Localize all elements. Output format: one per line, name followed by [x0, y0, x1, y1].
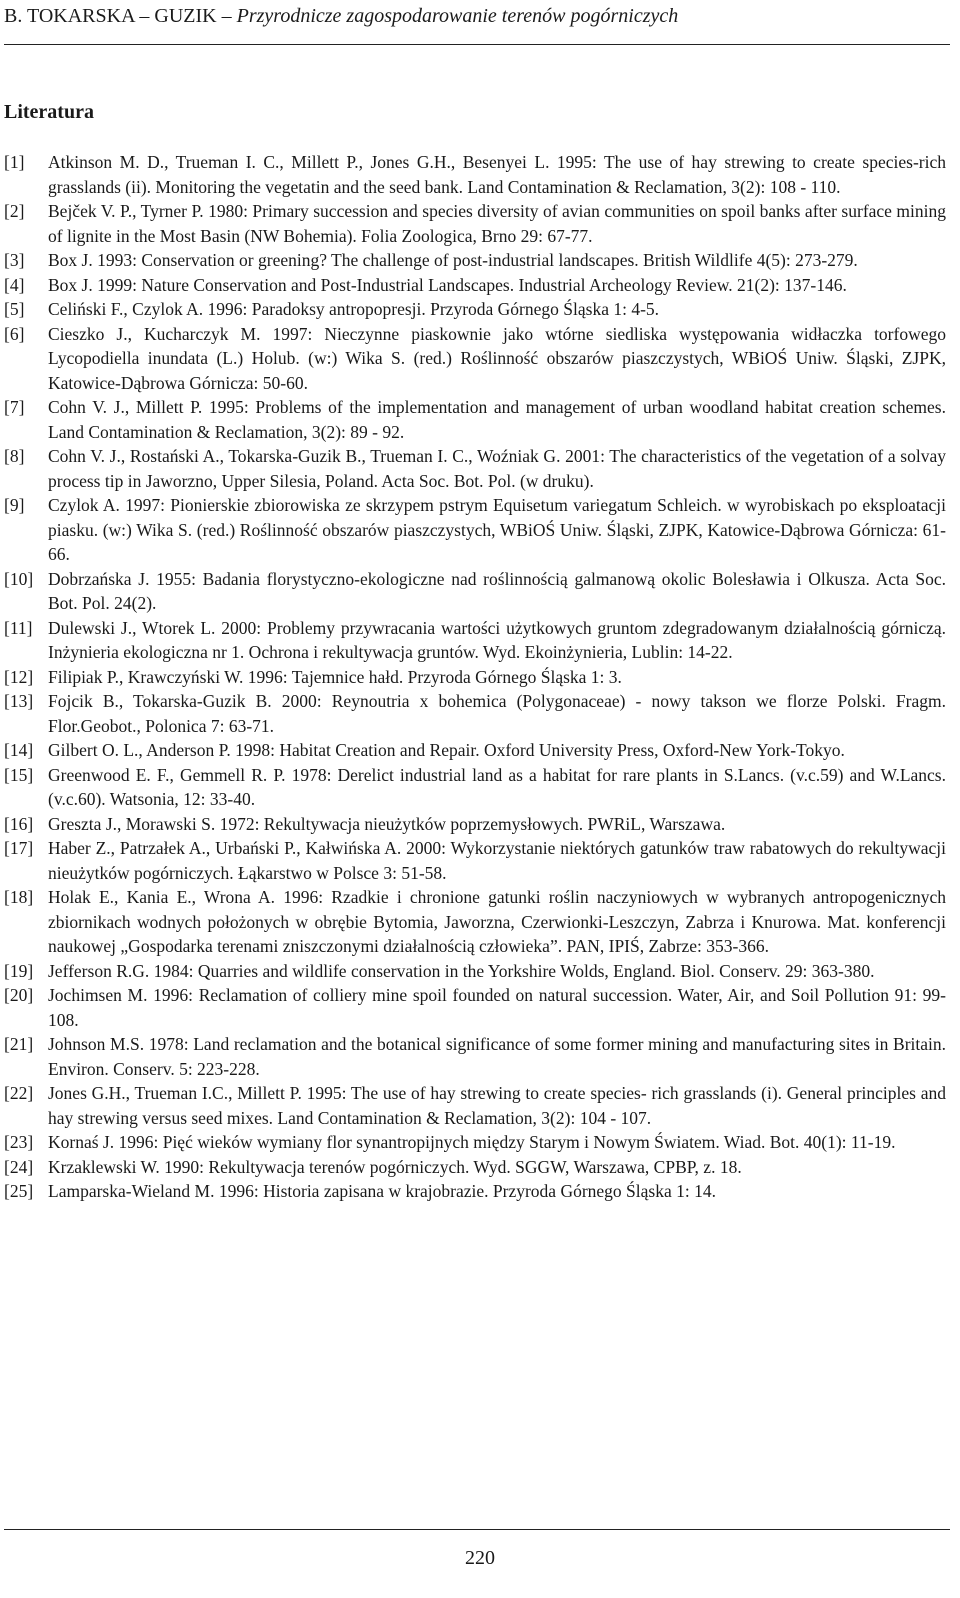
- reference-text: Jones G.H., Trueman I.C., Millett P. 1995: The use of hay strewing to create species- rich grasslands (i). General principles and hay strewing versus seed mixes. Land Contamination & Reclamation, 3(2): 104 - 107.: [48, 1083, 946, 1128]
- reference-item: [4, 395, 946, 444]
- reference-text: Atkinson M. D., Trueman I. C., Millett P., Jones G.H., Besenyei L. 1995: The use of hay strewing to create species-rich grasslands (ii). Monitoring the vegetatin and the seed bank. Land Contamination & Reclamation, 3(2): 108 - 110.: [48, 152, 946, 197]
- reference-number: [13]: [4, 691, 34, 711]
- reference-list: [4, 150, 946, 1204]
- reference-number: [12]: [4, 666, 34, 687]
- reference-text: Jefferson R.G. 1984: Quarries and wildlife conservation in the Yorkshire Wolds, England. Biol. Conserv. 29: 363-380.: [48, 960, 875, 981]
- reference-item: [4, 836, 946, 885]
- reference-text: Celiński F., Czylok A. 1996: Paradoksy antropopresji. Przyroda Górnego Śląska 1: 4-5.: [48, 299, 660, 319]
- reference-text: Fojcik B., Tokarska-Guzik B. 2000: Reynoutria x bohemica (Polygonaceae) - nowy takson we florze Polski. Fragm. Flor.Geobot., Polonica 7: 63-71.: [48, 691, 946, 736]
- reference-item: [4, 665, 946, 690]
- reference-text: Gilbert O. L., Anderson P. 1998: Habitat Creation and Repair. Oxford University Press, Oxford-New York-Tokyo.: [48, 740, 845, 760]
- reference-text: Greszta J., Morawski S. 1972: Rekultywacja nieużytków poprzemysłowych. PWRiL, Warszawa.: [48, 813, 726, 834]
- header-authors: B. TOKARSKA – GUZIK –: [4, 5, 232, 27]
- reference-item: [4, 959, 946, 984]
- reference-number: [15]: [4, 764, 34, 785]
- reference-number: [25]: [4, 1181, 34, 1201]
- page-number: 220: [465, 1547, 495, 1569]
- reference-text: Greenwood E. F., Gemmell R. P. 1978: Derelict industrial land as a habitat for rare plants in S.Lancs. (v.c.59) and W.Lancs. (v.c.60). Watsonia, 12: 33-40.: [48, 764, 946, 809]
- reference-item: [4, 567, 946, 616]
- reference-item: [4, 1081, 946, 1130]
- reference-text: Box J. 1999: Nature Conservation and Post-Industrial Landscapes. Industrial Archeology Review. 21(2): 137-146.: [48, 274, 847, 295]
- reference-text: Holak E., Kania E., Wrona A. 1996: Rzadkie i chronione gatunki roślin naczyniowych w wybranych antropogenicznych zbiornikach wodnych położonych w obrębie Bytomia, Jaworzna, Czerwionki-Leszczyn, Zabrza i Knurowa. Mat. konferencji naukowej „Gospodarka terenami zniszczonymi działalnością człowieka”. PAN, IPIŚ, Zabrze: 353-366.: [48, 887, 946, 956]
- reference-text: Jochimsen M. 1996: Reclamation of colliery mine spoil founded on natural succession. Water, Air, and Soil Pollution 91: 99-108.: [48, 985, 946, 1030]
- running-header: [4, 4, 954, 28]
- header-divider: [4, 44, 950, 45]
- header-subtitle: Przyrodnicze zagospodarowanie terenów pogórniczych: [236, 5, 679, 27]
- reference-number: [7]: [4, 397, 25, 417]
- reference-number: [20]: [4, 985, 34, 1005]
- reference-number: [3]: [4, 250, 25, 270]
- reference-number: [11]: [4, 617, 33, 638]
- reference-text: Lamparska-Wieland M. 1996: Historia zapisana w krajobrazie. Przyroda Górnego Śląska 1: 14.: [48, 1181, 716, 1201]
- reference-number: [23]: [4, 1132, 34, 1152]
- reference-text: Dulewski J., Wtorek L. 2000: Problemy przywracania wartości użytkowych gruntom zdegradowanym działalnością górniczą. Inżynieria ekologiczna nr 1. Ochrona i rekultywacja gruntów. Wyd. Ekoinżynieria, Lublin: 14-22.: [48, 617, 946, 662]
- reference-text: Dobrzańska J. 1955: Badania florystyczno-ekologiczne nad roślinnością galmanową okolic Bolesławia i Olkusza. Acta Soc. Bot. Pol. 24(2).: [48, 568, 946, 613]
- reference-item: [4, 150, 946, 199]
- reference-item: [4, 322, 946, 396]
- reference-number: [8]: [4, 446, 25, 466]
- reference-number: [9]: [4, 495, 25, 515]
- reference-item: [4, 248, 946, 273]
- reference-number: [1]: [4, 152, 25, 172]
- reference-number: [19]: [4, 960, 34, 981]
- reference-item: [4, 199, 946, 248]
- reference-number: [4]: [4, 274, 25, 295]
- reference-text: Cohn V. J., Millett P. 1995: Problems of the implementation and management of urban woodland habitat creation schemes. Land Contamination & Reclamation, 3(2): 89 - 92.: [48, 397, 946, 442]
- reference-number: [14]: [4, 740, 34, 760]
- footer-divider: [4, 1529, 950, 1530]
- reference-item: [4, 983, 946, 1032]
- reference-item: [4, 1155, 946, 1180]
- reference-text: Kornaś J. 1996: Pięć wieków wymiany flor synantropijnych między Starym i Nowym Światem. Wiad. Bot. 40(1): 11-19.: [48, 1132, 896, 1152]
- reference-item: [4, 763, 946, 812]
- reference-text: Bejček V. P., Tyrner P. 1980: Primary succession and species diversity of avian communities on spoil banks after surface mining of lignite in the Most Basin (NW Bohemia). Folia Zoologica, Brno 29: 67-77.: [48, 201, 946, 246]
- reference-item: [4, 812, 946, 837]
- reference-item: [4, 1130, 946, 1155]
- reference-number: [21]: [4, 1034, 34, 1054]
- reference-item: [4, 689, 946, 738]
- reference-text: Johnson M.S. 1978: Land reclamation and the botanical significance of some former mining and manufacturing sites in Britain. Environ. Conserv. 5: 223-228.: [48, 1034, 946, 1079]
- reference-number: [17]: [4, 838, 34, 858]
- reference-text: Krzaklewski W. 1990: Rekultywacja terenów pogórniczych. Wyd. SGGW, Warszawa, CPBP, z. 18.: [48, 1156, 742, 1177]
- reference-item: [4, 444, 946, 493]
- reference-number: [16]: [4, 813, 34, 834]
- reference-number: [24]: [4, 1156, 34, 1177]
- section-title: Literatura: [4, 101, 94, 123]
- reference-item: [4, 885, 946, 959]
- reference-text: Haber Z., Patrzałek A., Urbański P., Kałwińska A. 2000: Wykorzystanie niektórych gatunków traw rabatowych do rekultywacji nieużytków pogórniczych. Łąkarstwo w Polsce 3: 51-58.: [48, 838, 946, 883]
- reference-item: [4, 273, 946, 298]
- reference-item: [4, 493, 946, 567]
- reference-item: [4, 616, 946, 665]
- reference-item: [4, 738, 946, 763]
- reference-number: [5]: [4, 299, 25, 319]
- reference-text: Cieszko J., Kucharczyk M. 1997: Nieczynne piaskownie jako wtórne siedliska występowania widłaczka torfowego Lycopodiella inundata (L.) Holub. (w:) Wika S. (red.) Roślinność obszarów piaszczystych, WBiOŚ Uniw. Śląski, ZJPK, Katowice-Dąbrowa Górnicza: 50-60.: [48, 323, 946, 393]
- reference-item: [4, 1179, 946, 1204]
- reference-text: Cohn V. J., Rostański A., Tokarska-Guzik B., Trueman I. C., Woźniak G. 2001: The characteristics of the vegetation of a solvay process tip in Jaworzno, Upper Silesia, Poland. Acta Soc. Bot. Pol. (w druku).: [48, 446, 946, 491]
- reference-text: Czylok A. 1997: Pionierskie zbiorowiska ze skrzypem pstrym Equisetum variegatum Schleich. w wyrobiskach po eksploatacji piasku. (w:) Wika S. (red.) Roślinność obszarów piaszczystych, WBiOŚ Uniw. Śląski, ZJPK, Katowice-Dąbrowa Górnicza: 61-66.: [48, 495, 946, 564]
- reference-number: [10]: [4, 568, 34, 589]
- reference-text: Box J. 1993: Conservation or greening? The challenge of post-industrial landscapes. British Wildlife 4(5): 273-279.: [48, 250, 858, 270]
- reference-number: [22]: [4, 1083, 34, 1103]
- reference-item: [4, 297, 946, 322]
- reference-item: [4, 1032, 946, 1081]
- reference-number: [2]: [4, 201, 25, 221]
- reference-number: [6]: [4, 323, 25, 344]
- reference-text: Filipiak P., Krawczyński W. 1996: Tajemnice hałd. Przyroda Górnego Śląska 1: 3.: [48, 666, 622, 687]
- reference-number: [18]: [4, 887, 34, 907]
